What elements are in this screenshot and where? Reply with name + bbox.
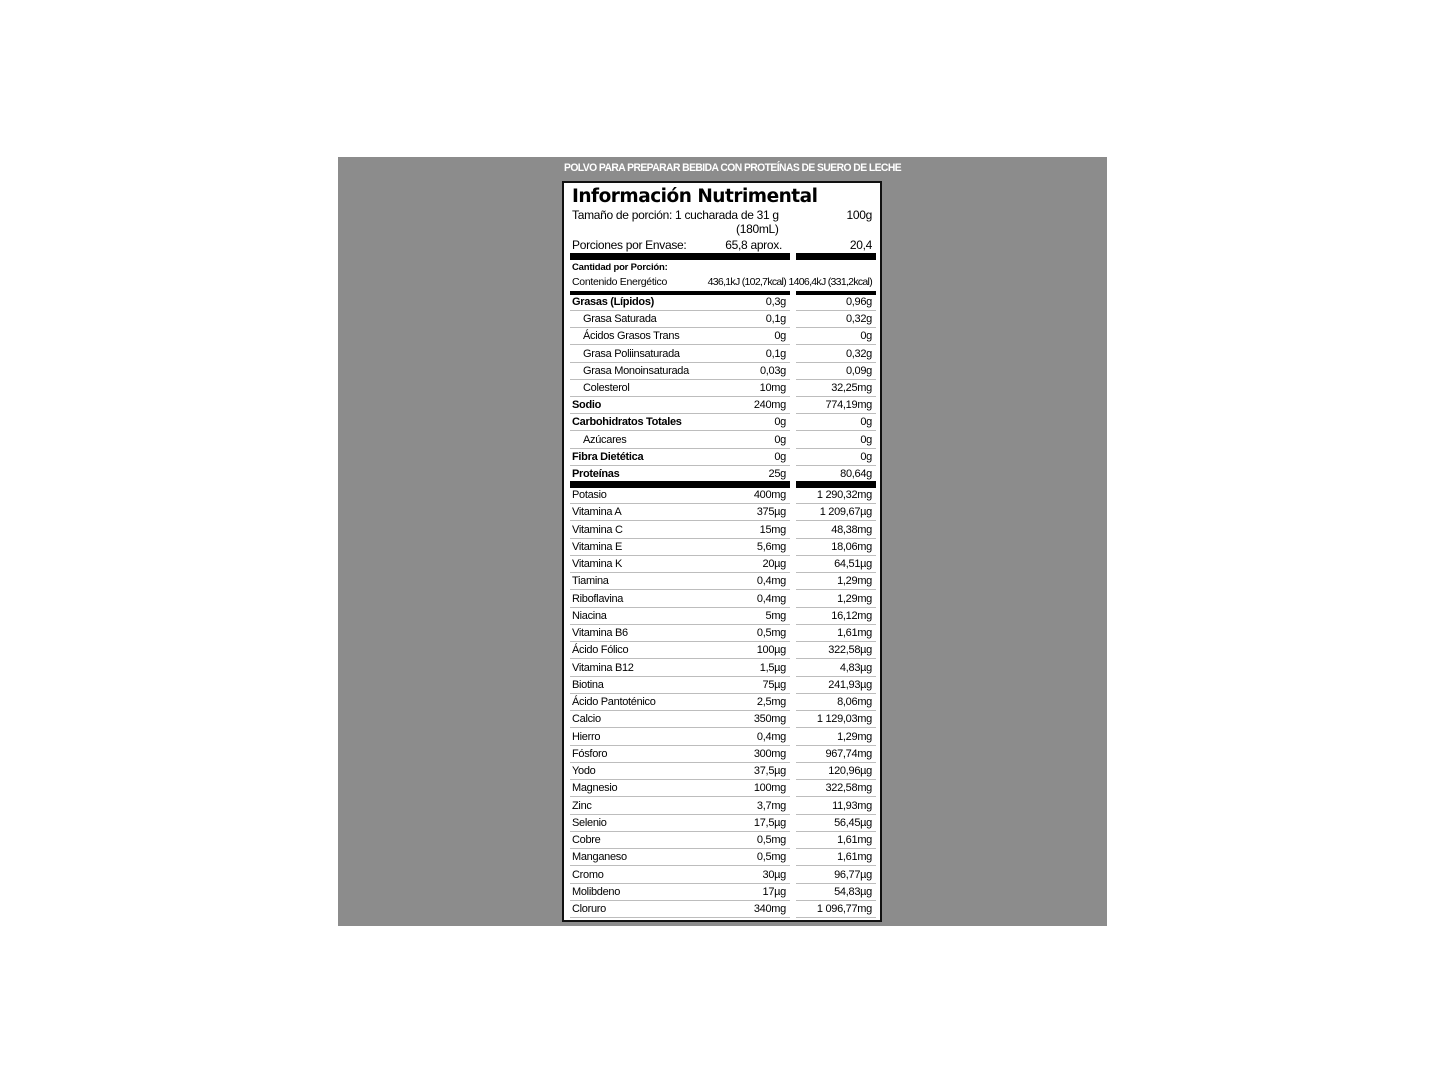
per-100g-value: 32,25mg <box>831 382 872 394</box>
per-100g-value: 0g <box>860 330 872 343</box>
per-100g-value: 1,29mg <box>837 592 872 605</box>
nutrient-row <box>564 380 880 397</box>
per-100g-value: 322,58mg <box>825 782 872 795</box>
nutrient-row <box>564 849 880 866</box>
nutrient-row <box>564 867 880 884</box>
nutrient-name: Niacina <box>572 609 607 622</box>
nutrient-row <box>564 660 880 677</box>
per-serving-value: 17,5µg <box>753 816 786 829</box>
per-100g-value: 1 096,77mg <box>816 903 872 915</box>
row-rule <box>796 917 876 918</box>
nutrient-name: Grasa Saturada <box>583 313 657 326</box>
per-serving-value: 0g <box>774 433 786 446</box>
nutrient-row <box>564 556 880 573</box>
per-serving-value: 0,4mg <box>756 575 786 588</box>
per-serving-value: 15mg <box>759 523 786 536</box>
nutrient-name: Fósforo <box>572 747 608 760</box>
nutrient-name: Molibdeno <box>572 885 621 898</box>
nutrient-name: Cromo <box>572 868 604 881</box>
per-100g-value: 967,74mg <box>825 747 872 760</box>
per-100g-value: 0g <box>860 450 872 463</box>
nutrient-row <box>564 798 880 815</box>
servings-per-100: 20,4 <box>849 238 872 252</box>
per-serving-value: 20µg <box>762 558 786 570</box>
per-serving-value: 340mg <box>753 903 786 915</box>
nutrient-row <box>564 884 880 901</box>
nutrient-name: Zinc <box>572 799 592 812</box>
nutrient-name: Cloruro <box>572 903 606 915</box>
nutrient-name: Yodo <box>572 765 596 777</box>
serving-size-label: Tamaño de porción: 1 cucharada de 31 g <box>572 208 779 222</box>
per-serving-value: 3,7mg <box>756 799 786 812</box>
nutrient-name: Ácido Fólico <box>572 644 629 657</box>
per-serving-value: 2,5mg <box>756 696 786 708</box>
per-100g-value: 1 129,03mg <box>816 713 872 726</box>
nutrient-name: Vitamina K <box>572 558 622 570</box>
nutrient-row <box>564 763 880 780</box>
energy-row <box>564 274 880 291</box>
per-100g-value: 54,83µg <box>834 885 872 898</box>
nutrient-row <box>564 397 880 414</box>
per-100g-value: 0,32g <box>845 347 872 360</box>
nutrient-name: Proteínas <box>572 468 620 480</box>
per-serving-value: 75µg <box>762 678 786 691</box>
per-serving-value: 10mg <box>759 382 786 394</box>
per-serving-value: 375µg <box>756 506 786 519</box>
per-100g-value: 1,61mg <box>837 627 872 639</box>
per-100g-value: 16,12mg <box>831 609 872 622</box>
nutrient-row <box>564 815 880 832</box>
per-serving-value: 0,03g <box>759 364 786 377</box>
nutrient-row <box>564 901 880 918</box>
per-100g-value: 0g <box>860 433 872 446</box>
servings-value: 65,8 aprox. <box>725 238 782 252</box>
nutrient-row <box>564 346 880 363</box>
nutrient-name: Vitamina A <box>572 506 622 519</box>
per-serving-value: 1,5µg <box>759 661 786 674</box>
per-serving-value: 300mg <box>753 747 786 760</box>
per-serving-value: 0g <box>774 330 786 343</box>
per-100-header: 100g <box>846 208 872 222</box>
nutrient-name: Sodio <box>572 399 602 412</box>
nutrient-name: Grasas (Lípidos) <box>572 296 654 308</box>
per-100g-value: 0,09g <box>845 364 872 377</box>
servings-label: Porciones por Envase: <box>572 238 687 252</box>
nutrient-name: Tiamina <box>572 575 609 588</box>
per-100g-value: 4,83µg <box>839 661 872 674</box>
per-100g-value: 322,58µg <box>828 644 872 657</box>
label-title: Información Nutrimental <box>572 186 818 207</box>
nutrient-row <box>564 294 880 311</box>
nutrient-row <box>564 642 880 659</box>
per-100g-value: 120,96µg <box>828 765 872 777</box>
nutrient-row <box>564 591 880 608</box>
per-serving-value: 0g <box>774 450 786 463</box>
nutrient-row <box>564 711 880 728</box>
per-serving-value: 0,5mg <box>756 834 786 846</box>
nutrient-name: Calcio <box>572 713 601 726</box>
nutrient-row <box>564 573 880 590</box>
nutrient-name: Contenido Energético <box>572 276 667 288</box>
nutrient-name: Grasa Monoinsaturada <box>583 364 689 377</box>
per-serving-value: 240mg <box>753 399 786 412</box>
nutrient-name: Vitamina C <box>572 523 623 536</box>
nutrient-row <box>564 729 880 746</box>
nutrient-row <box>564 363 880 380</box>
per-serving-value: 0g <box>774 416 786 429</box>
nutrient-row <box>564 522 880 539</box>
per-100g-value: 1,61mg <box>837 851 872 864</box>
per-100g-value: 48,38mg <box>831 523 872 536</box>
nutrient-name: Grasa Poliinsaturada <box>583 347 680 360</box>
nutrient-name: Manganeso <box>572 851 627 864</box>
per-serving-value: 400mg <box>753 489 786 501</box>
nutrient-row <box>564 504 880 521</box>
per-serving-value: 0,1g <box>765 347 786 360</box>
nutrient-name: Potasio <box>572 489 607 501</box>
per-serving-value: 37,5µg <box>753 765 786 777</box>
per-100g-value: 0g <box>860 416 872 429</box>
per-serving-value: 5mg <box>765 609 786 622</box>
divider-bar <box>570 253 790 260</box>
per-100g-value: 80,64g <box>840 468 872 480</box>
nutrient-name: Azúcares <box>583 433 627 446</box>
per-100g-value: 18,06mg <box>831 540 872 553</box>
per-100g-value: 96,77µg <box>834 868 872 881</box>
nutrient-row <box>564 487 880 504</box>
per-serving-value: 0,4mg <box>756 592 786 605</box>
per-100g-value: 0,32g <box>845 313 872 326</box>
per-100g-value: 1406,4kJ (331,2kcal) <box>788 276 872 288</box>
amount-per-serving: Cantidad por Porción: <box>572 262 668 273</box>
nutrient-row <box>564 414 880 431</box>
nutrient-row <box>564 694 880 711</box>
nutrient-name: Biotina <box>572 678 604 691</box>
per-serving-value: 25g <box>768 468 786 480</box>
nutrient-row <box>564 311 880 328</box>
nutrient-name: Riboflavina <box>572 592 624 605</box>
per-serving-value: 17µg <box>762 885 786 898</box>
per-100g-value: 1,61mg <box>837 834 872 846</box>
per-serving-value: 350mg <box>753 713 786 726</box>
nutrient-row <box>564 608 880 625</box>
per-serving-value: 0,5mg <box>756 627 786 639</box>
nutrient-row <box>564 539 880 556</box>
nutrient-name: Ácido Pantoténico <box>572 696 656 708</box>
nutrient-row <box>564 328 880 345</box>
nutrient-name: Cobre <box>572 834 601 846</box>
nutrient-row <box>564 625 880 642</box>
per-serving-value: 5,6mg <box>756 540 786 553</box>
nutrient-name: Fibra Dietética <box>572 450 644 463</box>
per-100g-value: 64,51µg <box>834 558 872 570</box>
nutrition-label <box>562 181 882 922</box>
per-serving-value: 0,3g <box>765 296 786 308</box>
nutrient-row <box>564 432 880 449</box>
nutrient-row <box>564 832 880 849</box>
nutrient-row <box>564 449 880 466</box>
per-serving-value: 30µg <box>762 868 786 881</box>
row-rule <box>570 917 790 918</box>
nutrient-name: Carbohidratos Totales <box>572 416 682 429</box>
per-serving-value: 436,1kJ (102,7kcal) <box>707 276 786 288</box>
product-banner: POLVO PARA PREPARAR BEBIDA CON PROTEÍNAS DE SUERO DE LECHE <box>564 162 902 174</box>
per-100g-value: 1 290,32mg <box>816 489 872 501</box>
nutrient-row <box>564 677 880 694</box>
per-serving-value: 0,1g <box>765 313 786 326</box>
per-serving-value: 100µg <box>756 644 786 657</box>
per-100g-value: 774,19mg <box>825 399 872 412</box>
nutrient-row <box>564 780 880 797</box>
per-serving-value: 100mg <box>753 782 786 795</box>
per-100g-value: 1,29mg <box>837 730 872 743</box>
serving-size-ml: (180mL) <box>736 222 779 236</box>
nutrient-name: Vitamina B12 <box>572 661 634 674</box>
nutrient-name: Ácidos Grasos Trans <box>583 330 680 343</box>
per-100g-value: 8,06mg <box>837 696 872 708</box>
nutrient-name: Colesterol <box>583 382 630 394</box>
per-serving-value: 0,5mg <box>756 851 786 864</box>
divider-bar <box>796 253 876 260</box>
per-100g-value: 11,93mg <box>832 799 872 812</box>
per-100g-value: 241,93µg <box>828 678 872 691</box>
per-100g-value: 56,45µg <box>834 816 872 829</box>
nutrient-name: Hierro <box>572 730 601 743</box>
nutrient-name: Vitamina E <box>572 540 622 553</box>
nutrient-row <box>564 746 880 763</box>
per-serving-value: 0,4mg <box>756 730 786 743</box>
per-100g-value: 1,29mg <box>837 575 872 588</box>
nutrient-name: Selenio <box>572 816 607 829</box>
nutrient-name: Magnesio <box>572 782 618 795</box>
per-100g-value: 0,96g <box>845 296 872 308</box>
per-100g-value: 1 209,67µg <box>819 506 872 519</box>
nutrient-name: Vitamina B6 <box>572 627 628 639</box>
